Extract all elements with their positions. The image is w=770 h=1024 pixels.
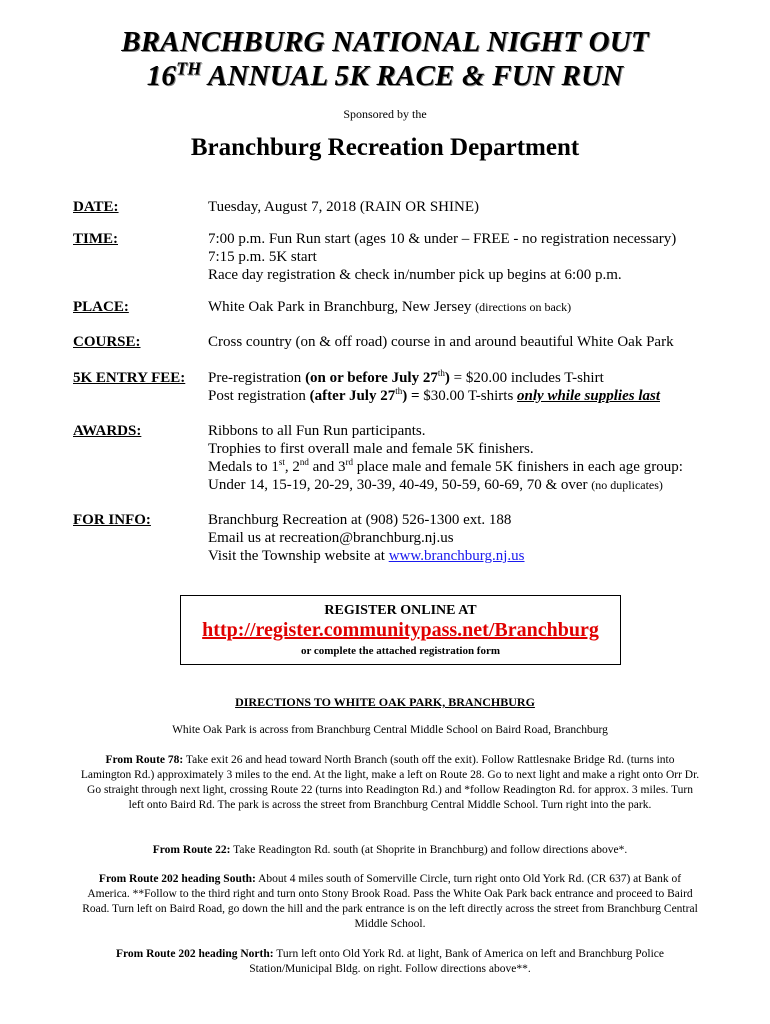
route-202n-label: From Route 202 heading North: [115, 948, 274, 960]
route-202s-text: About 4 miles south of Somerville Circle, turn right onto Old York Rd. (CR 637) at Bank of America. **Follow to the third right and turn onto Stony Brook Road. Pass the White Oak Park back entrance and proceed to Baird Road. Turn left on Baird Road, go down the hill and the park entrance is on the left directly across the street from Branchburg Central Middle School. [82, 873, 698, 930]
info-line: Branchburg Recreation at (908) 526-1300 ext. 188 [208, 512, 512, 528]
subtitle-text: ANNUAL 5K RACE & FUN RUN [201, 60, 624, 92]
directions-title: DIRECTIONS TO WHITE OAK PARK, BRANCHBURG [235, 695, 535, 709]
fee-pre-c: ) [444, 370, 450, 386]
info-text: Visit the Township website at [208, 548, 389, 564]
date-label: DATE: [73, 199, 119, 215]
course-label: COURSE: [73, 334, 141, 350]
awards-sup: nd [299, 457, 309, 467]
route-22-label: From Route 22: [152, 844, 231, 856]
fee-post-b: (after July 27 [309, 388, 396, 404]
route-202s-label: From Route 202 heading South: [98, 873, 256, 885]
info-label: FOR INFO: [73, 512, 151, 528]
township-website-link[interactable]: www.branchburg.nj.us [388, 548, 525, 564]
info-values [208, 511, 748, 565]
route-78-text: Take exit 26 and head toward North Branch (south off the exit). Follow Rattlesnake Bridge Rd. (turns into Lamington Rd.) approximately 3 miles to the end. At the light, make a left on Route 28. Go to next light and make a right onto Orr Dr. Go straight through next light, crossing Route 22 (turns into Readington Rd.) and *follow Readington Rd. for approx. 3 miles. Turn left onto Baird Rd. The park is across the street from Branchburg Central Middle School. Turn right into the park. [80, 754, 700, 811]
register-url-link[interactable]: http://register.communitypass.net/Branchburg [202, 619, 599, 641]
place-label: PLACE: [73, 299, 129, 315]
place-value [208, 298, 748, 316]
awards-line [208, 476, 748, 494]
awards-line: Ribbons to all Fun Run participants. [208, 423, 426, 439]
sponsor-line: Sponsored by the [343, 107, 427, 121]
route-78-label: From Route 78: [105, 754, 184, 766]
subtitle-superscript: TH [176, 58, 202, 79]
awards-sup: st [278, 457, 285, 467]
fee-pre-a: Pre-registration [208, 370, 306, 386]
awards-text: , 2 [284, 459, 300, 475]
awards-label: AWARDS: [73, 423, 142, 439]
awards-text: and 3 [308, 459, 346, 475]
awards-note: (no duplicates) [591, 478, 663, 492]
directions-intro: White Oak Park is across from Branchburg Central Middle School on Baird Road, Branchburg [172, 724, 608, 736]
place-text: White Oak Park in Branchburg, New Jersey [208, 299, 472, 315]
route-202n-text: Turn left onto Old York Rd. at light, Bank of America on left and Branchburg Police Station/Municipal Bldg. on right. Follow directions above**. [249, 948, 665, 975]
awards-line [208, 458, 748, 476]
awards-text: Under 14, 15-19, 20-29, 30-39, 40-49, 50-59, 60-69, 70 & over [208, 477, 588, 493]
info-line [208, 547, 748, 565]
fee-post-d: $30.00 T-shirts [423, 388, 518, 404]
date-value: Tuesday, August 7, 2018 (RAIN OR SHINE) [208, 199, 479, 215]
route-22-text: Take Readington Rd. south (at Shoprite in Branchburg) and follow directions above*. [230, 844, 628, 856]
fee-label: 5K ENTRY FEE: [73, 370, 186, 386]
directions-route-22 [80, 843, 700, 858]
register-heading: REGISTER ONLINE AT [324, 603, 477, 618]
awards-text: place male and female 5K finishers in each age group: [353, 459, 683, 475]
course-value: Cross country (on & off road) course in and around beautiful White Oak Park [208, 334, 674, 350]
fee-pre-b: (on or before July 27 [305, 370, 438, 386]
fee-post-a: Post registration [208, 388, 310, 404]
info-line: Email us at recreation@branchburg.nj.us [208, 530, 454, 546]
place-note: (directions on back) [475, 300, 572, 314]
department-name: Branchburg Recreation Department [190, 134, 580, 161]
event-subtitle [0, 60, 770, 93]
fee-pre-d: = $20.00 includes T-shirt [449, 370, 604, 386]
fee-post-sup: th [395, 386, 403, 396]
fee-pre-sup: th [437, 368, 445, 378]
fee-post-e: only while supplies last [517, 388, 660, 404]
register-box [180, 595, 621, 665]
register-note: or complete the attached registration form [300, 645, 501, 657]
time-label: TIME: [73, 231, 118, 247]
directions-route-202-south [80, 872, 700, 932]
event-title: BRANCHBURG NATIONAL NIGHT OUT [121, 26, 649, 58]
time-values [208, 230, 748, 284]
awards-line: Trophies to first overall male and female 5K finishers. [208, 441, 534, 457]
awards-values [208, 422, 748, 494]
fee-values [208, 369, 748, 405]
directions-route-78 [80, 753, 700, 813]
fee-post-line [208, 387, 748, 405]
subtitle-number: 16 [146, 60, 177, 92]
awards-sup: rd [345, 457, 354, 467]
time-line: 7:00 p.m. Fun Run start (ages 10 & under – FREE - no registration necessary) [208, 231, 677, 247]
time-line: 7:15 p.m. 5K start [208, 249, 317, 265]
awards-text: Medals to 1 [208, 459, 279, 475]
directions-route-202-north [80, 947, 700, 977]
time-line: Race day registration & check in/number pick up begins at 6:00 p.m. [208, 267, 622, 283]
fee-post-c: ) = [402, 388, 424, 404]
fee-pre-line [208, 369, 748, 387]
